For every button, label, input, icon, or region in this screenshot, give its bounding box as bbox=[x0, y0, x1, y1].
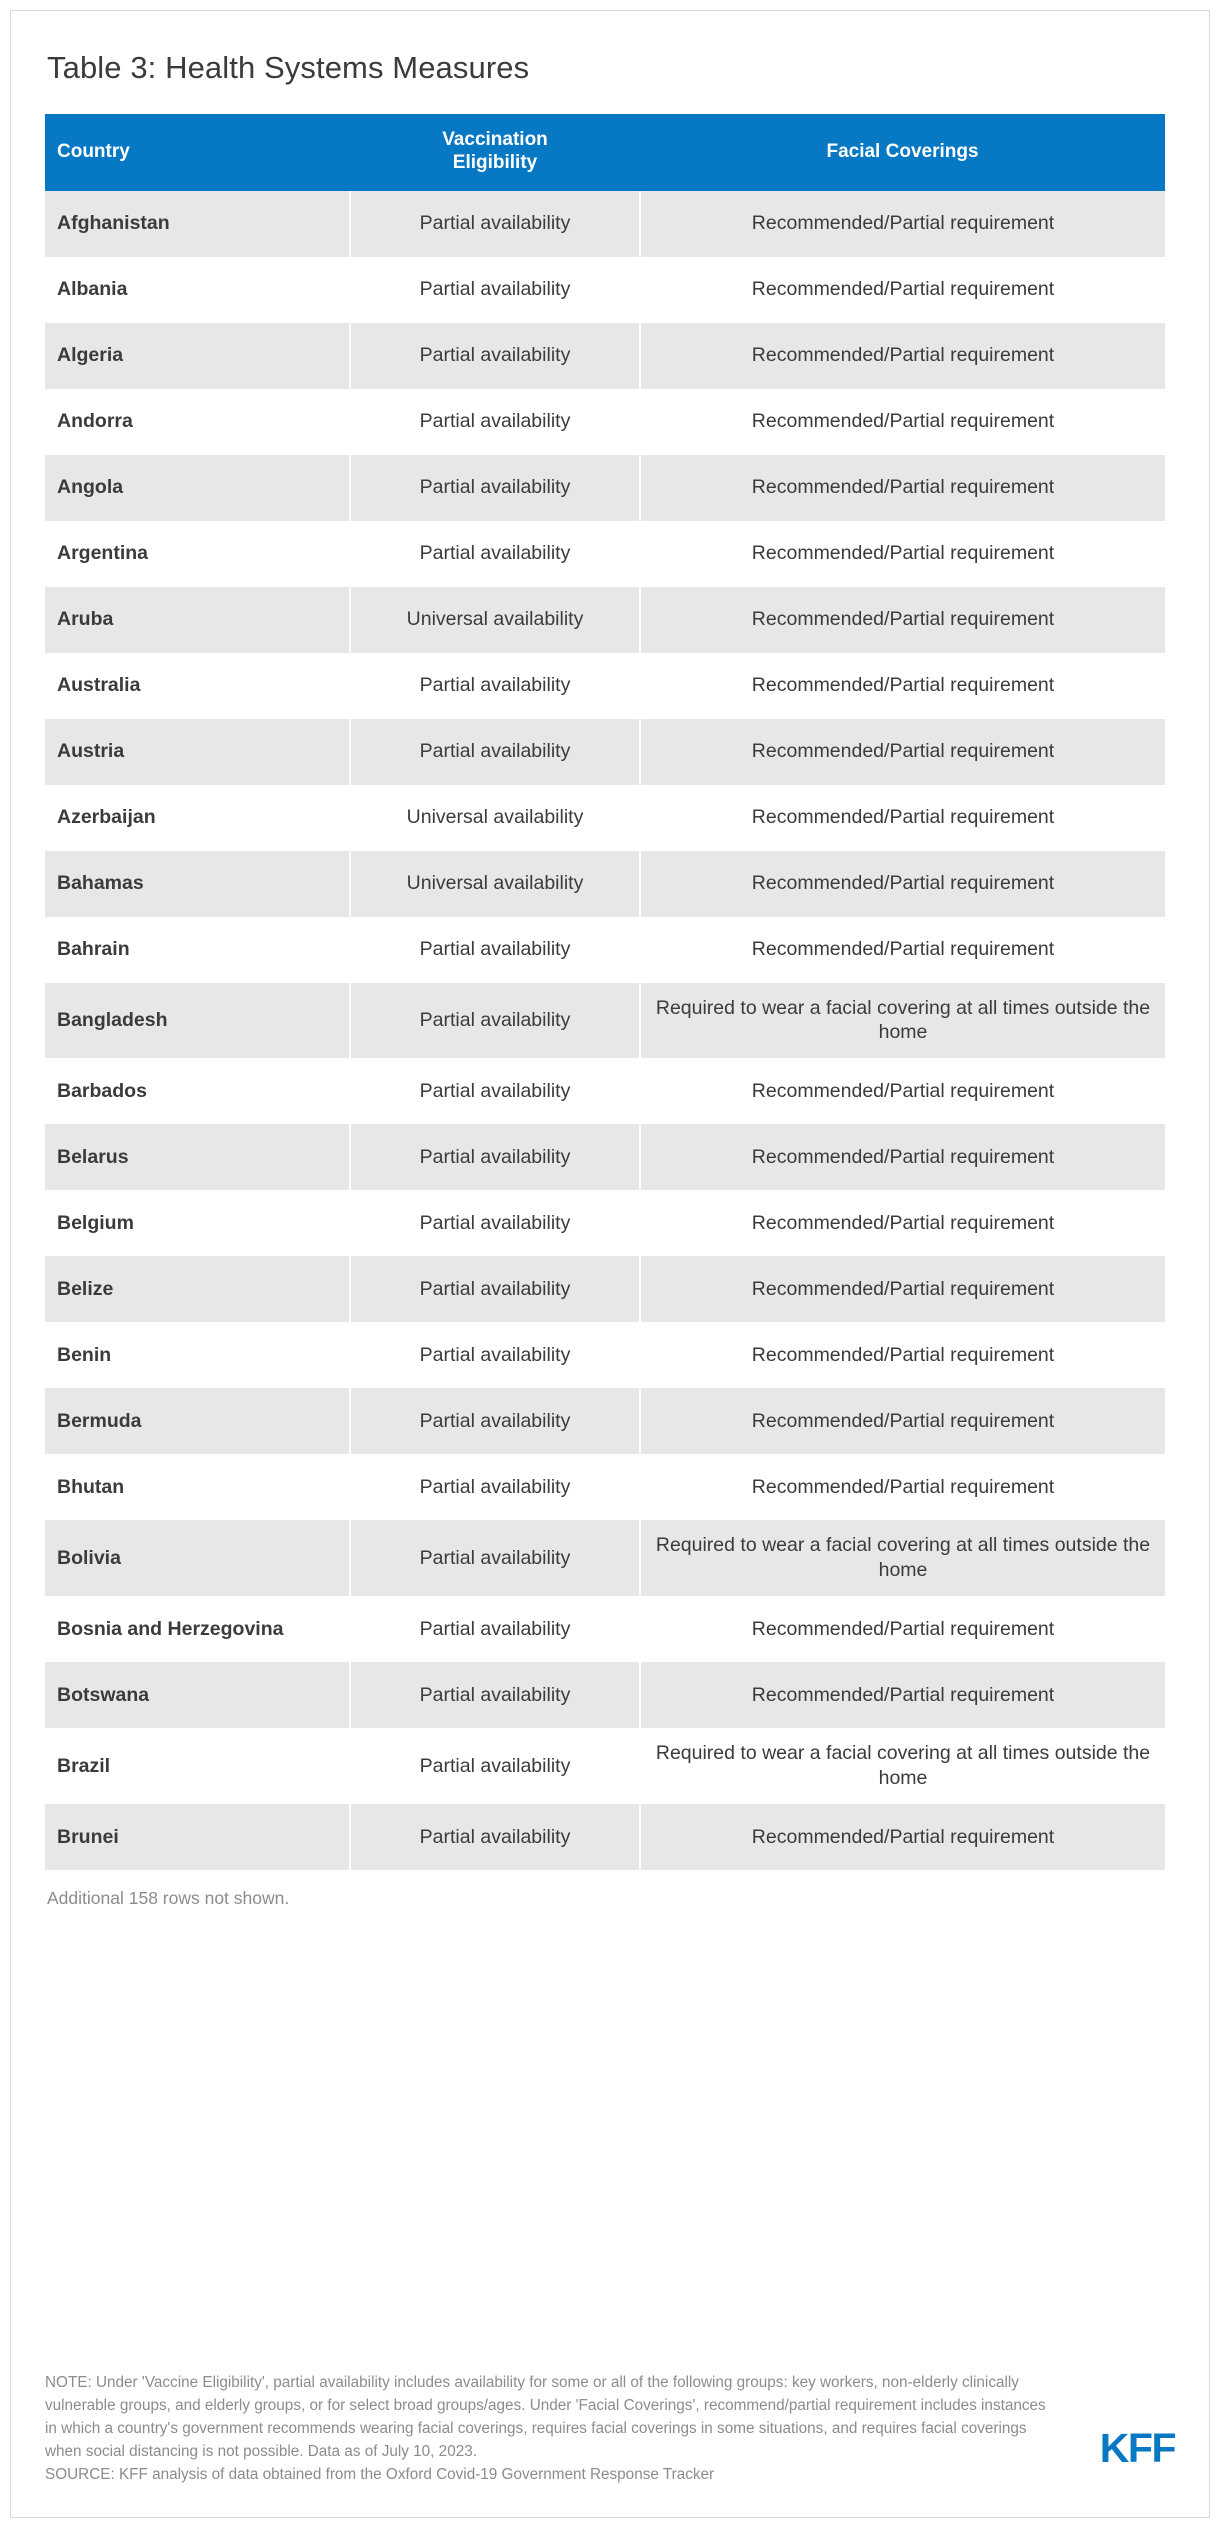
table-card bbox=[10, 10, 1210, 2518]
rows-not-shown-note: Additional 158 rows not shown. bbox=[47, 1888, 290, 1909]
cell-facial-coverings: Recommended/Partial requirement bbox=[640, 851, 1165, 917]
cell-country: Brunei bbox=[45, 1804, 350, 1870]
column-header-vaccination-eligibility[interactable] bbox=[350, 114, 640, 190]
cell-vaccination-eligibility: Partial availability bbox=[350, 1454, 640, 1520]
cell-facial-coverings: Recommended/Partial requirement bbox=[640, 587, 1165, 653]
cell-country: Botswana bbox=[45, 1662, 350, 1728]
cell-facial-coverings: Recommended/Partial requirement bbox=[640, 653, 1165, 719]
cell-country: Australia bbox=[45, 653, 350, 719]
column-header-country[interactable]: Country bbox=[45, 114, 350, 190]
cell-country: Bangladesh bbox=[45, 983, 350, 1059]
cell-vaccination-eligibility: Universal availability bbox=[350, 851, 640, 917]
cell-vaccination-eligibility: Partial availability bbox=[350, 1322, 640, 1388]
table-row bbox=[45, 257, 1165, 323]
table-row bbox=[45, 521, 1165, 587]
table-row bbox=[45, 1662, 1165, 1728]
cell-country: Belize bbox=[45, 1256, 350, 1322]
table-header bbox=[45, 114, 1165, 190]
cell-vaccination-eligibility: Universal availability bbox=[350, 785, 640, 851]
cell-facial-coverings: Recommended/Partial requirement bbox=[640, 521, 1165, 587]
cell-vaccination-eligibility: Partial availability bbox=[350, 1124, 640, 1190]
cell-country: Albania bbox=[45, 257, 350, 323]
table-row bbox=[45, 1256, 1165, 1322]
table-row bbox=[45, 389, 1165, 455]
table-row bbox=[45, 983, 1165, 1059]
table-row bbox=[45, 191, 1165, 257]
cell-country: Azerbaijan bbox=[45, 785, 350, 851]
table-row bbox=[45, 455, 1165, 521]
cell-facial-coverings: Recommended/Partial requirement bbox=[640, 389, 1165, 455]
cell-country: Aruba bbox=[45, 587, 350, 653]
cell-country: Belarus bbox=[45, 1124, 350, 1190]
cell-facial-coverings: Recommended/Partial requirement bbox=[640, 719, 1165, 785]
table-row bbox=[45, 587, 1165, 653]
column-header-facial-coverings[interactable]: Facial Coverings bbox=[640, 114, 1165, 190]
cell-facial-coverings: Recommended/Partial requirement bbox=[640, 1190, 1165, 1256]
cell-country: Algeria bbox=[45, 323, 350, 389]
cell-facial-coverings: Recommended/Partial requirement bbox=[640, 257, 1165, 323]
table-row bbox=[45, 1520, 1165, 1596]
cell-facial-coverings: Required to wear a facial covering at all times outside the home bbox=[640, 983, 1165, 1059]
cell-vaccination-eligibility: Partial availability bbox=[350, 1728, 640, 1804]
table-row bbox=[45, 1058, 1165, 1124]
table-row bbox=[45, 1596, 1165, 1662]
column-header-vaccination-eligibility-line1: Vaccination bbox=[442, 129, 548, 151]
cell-facial-coverings: Recommended/Partial requirement bbox=[640, 785, 1165, 851]
table-row bbox=[45, 323, 1165, 389]
footnote-note: NOTE: Under 'Vaccine Eligibility', partial availability includes availability for some or all of the following groups: key workers, non-elderly clinically vulnerable groups, and elderly groups, or for select broad groups/ages. Under 'Facial Coverings', recommend/partial requirement includes instances in which a country's government recommends wearing facial coverings, requires facial coverings in some situations, and requires facial coverings when social distancing is not possible. Data as of July 10, 2023. bbox=[45, 2374, 1046, 2461]
cell-vaccination-eligibility: Partial availability bbox=[350, 1256, 640, 1322]
cell-vaccination-eligibility: Partial availability bbox=[350, 389, 640, 455]
cell-facial-coverings: Recommended/Partial requirement bbox=[640, 1804, 1165, 1870]
cell-vaccination-eligibility: Partial availability bbox=[350, 1662, 640, 1728]
cell-country: Bermuda bbox=[45, 1388, 350, 1454]
cell-facial-coverings: Recommended/Partial requirement bbox=[640, 1388, 1165, 1454]
table-row bbox=[45, 1454, 1165, 1520]
cell-vaccination-eligibility: Partial availability bbox=[350, 719, 640, 785]
cell-country: Bahamas bbox=[45, 851, 350, 917]
table-row bbox=[45, 1388, 1165, 1454]
cell-vaccination-eligibility: Partial availability bbox=[350, 1804, 640, 1870]
table-row bbox=[45, 1804, 1165, 1870]
cell-vaccination-eligibility: Partial availability bbox=[350, 653, 640, 719]
cell-country: Andorra bbox=[45, 389, 350, 455]
cell-vaccination-eligibility: Partial availability bbox=[350, 521, 640, 587]
footnote-source: SOURCE: KFF analysis of data obtained from the Oxford Covid-19 Government Response Tracker bbox=[45, 2466, 715, 2484]
cell-country: Afghanistan bbox=[45, 191, 350, 257]
table-row bbox=[45, 851, 1165, 917]
cell-country: Angola bbox=[45, 455, 350, 521]
table-row bbox=[45, 785, 1165, 851]
cell-facial-coverings: Recommended/Partial requirement bbox=[640, 1662, 1165, 1728]
cell-facial-coverings: Recommended/Partial requirement bbox=[640, 1058, 1165, 1124]
table-row bbox=[45, 1190, 1165, 1256]
table-row bbox=[45, 917, 1165, 983]
cell-vaccination-eligibility: Partial availability bbox=[350, 1520, 640, 1596]
cell-facial-coverings: Required to wear a facial covering at all times outside the home bbox=[640, 1728, 1165, 1804]
cell-facial-coverings: Recommended/Partial requirement bbox=[640, 1256, 1165, 1322]
cell-vaccination-eligibility: Universal availability bbox=[350, 587, 640, 653]
health-systems-measures-table bbox=[45, 114, 1165, 1870]
cell-facial-coverings: Recommended/Partial requirement bbox=[640, 917, 1165, 983]
cell-country: Bolivia bbox=[45, 1520, 350, 1596]
cell-vaccination-eligibility: Partial availability bbox=[350, 323, 640, 389]
cell-facial-coverings: Recommended/Partial requirement bbox=[640, 1124, 1165, 1190]
cell-country: Austria bbox=[45, 719, 350, 785]
cell-country: Argentina bbox=[45, 521, 350, 587]
card-footer bbox=[45, 2372, 1175, 2487]
cell-vaccination-eligibility: Partial availability bbox=[350, 917, 640, 983]
cell-facial-coverings: Recommended/Partial requirement bbox=[640, 1454, 1165, 1520]
cell-vaccination-eligibility: Partial availability bbox=[350, 191, 640, 257]
table-row bbox=[45, 719, 1165, 785]
cell-vaccination-eligibility: Partial availability bbox=[350, 1058, 640, 1124]
cell-country: Brazil bbox=[45, 1728, 350, 1804]
cell-vaccination-eligibility: Partial availability bbox=[350, 983, 640, 1059]
cell-facial-coverings: Recommended/Partial requirement bbox=[640, 1322, 1165, 1388]
cell-country: Barbados bbox=[45, 1058, 350, 1124]
page-title: Table 3: Health Systems Measures bbox=[47, 50, 530, 85]
table-row bbox=[45, 1322, 1165, 1388]
kff-logo: KFF bbox=[1099, 2425, 1175, 2471]
table-row bbox=[45, 1728, 1165, 1804]
cell-vaccination-eligibility: Partial availability bbox=[350, 455, 640, 521]
cell-facial-coverings: Recommended/Partial requirement bbox=[640, 1596, 1165, 1662]
cell-country: Belgium bbox=[45, 1190, 350, 1256]
cell-vaccination-eligibility: Partial availability bbox=[350, 1596, 640, 1662]
column-header-vaccination-eligibility-line2: Eligibility bbox=[452, 152, 538, 174]
cell-country: Bahrain bbox=[45, 917, 350, 983]
cell-facial-coverings: Required to wear a facial covering at all times outside the home bbox=[640, 1520, 1165, 1596]
table-row bbox=[45, 1124, 1165, 1190]
footnotes bbox=[45, 2372, 1055, 2487]
cell-facial-coverings: Recommended/Partial requirement bbox=[640, 455, 1165, 521]
table-row bbox=[45, 653, 1165, 719]
cell-country: Bosnia and Herzegovina bbox=[45, 1596, 350, 1662]
cell-country: Bhutan bbox=[45, 1454, 350, 1520]
cell-vaccination-eligibility: Partial availability bbox=[350, 257, 640, 323]
table-header-row bbox=[45, 114, 1165, 190]
cell-facial-coverings: Recommended/Partial requirement bbox=[640, 191, 1165, 257]
cell-vaccination-eligibility: Partial availability bbox=[350, 1190, 640, 1256]
cell-facial-coverings: Recommended/Partial requirement bbox=[640, 323, 1165, 389]
cell-vaccination-eligibility: Partial availability bbox=[350, 1388, 640, 1454]
table-body bbox=[45, 191, 1165, 1871]
cell-country: Benin bbox=[45, 1322, 350, 1388]
